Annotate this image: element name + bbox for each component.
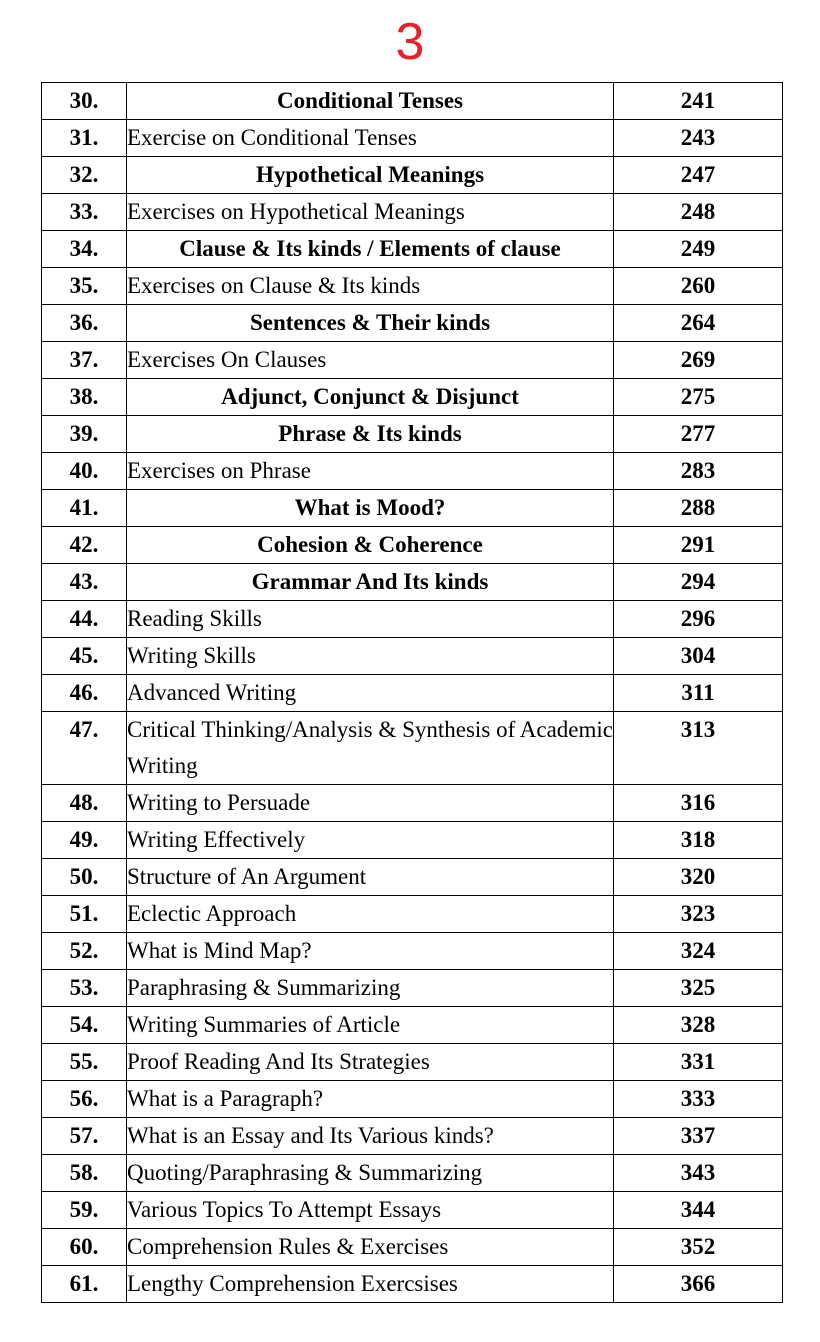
chapter-title: What is Mind Map?	[127, 933, 614, 970]
page-reference: 269	[614, 342, 783, 379]
chapter-number: 52.	[42, 933, 127, 970]
table-row	[42, 1081, 783, 1118]
page-number: 3	[395, 13, 425, 71]
chapter-number: 32.	[42, 157, 127, 194]
page-reference: 275	[614, 379, 783, 416]
chapter-title: Lengthy Comprehension Exercsises	[127, 1266, 614, 1303]
table-of-contents	[41, 82, 783, 1303]
table-row	[42, 564, 783, 601]
table-row	[42, 157, 783, 194]
table-row	[42, 785, 783, 822]
chapter-title: Exercises on Phrase	[127, 453, 614, 490]
chapter-number: 60.	[42, 1229, 127, 1266]
chapter-number: 35.	[42, 268, 127, 305]
chapter-number: 39.	[42, 416, 127, 453]
chapter-title: Exercises on Hypothetical Meanings	[127, 194, 614, 231]
table-row	[42, 1118, 783, 1155]
chapter-number: 34.	[42, 231, 127, 268]
table-row	[42, 896, 783, 933]
page-reference: 331	[614, 1044, 783, 1081]
page-reference: 366	[614, 1266, 783, 1303]
table-row	[42, 638, 783, 675]
page-reference: 248	[614, 194, 783, 231]
chapter-number: 58.	[42, 1155, 127, 1192]
chapter-number: 51.	[42, 896, 127, 933]
table-row	[42, 822, 783, 859]
page-reference: 324	[614, 933, 783, 970]
table-row	[42, 231, 783, 268]
table-row	[42, 712, 783, 785]
chapter-number: 37.	[42, 342, 127, 379]
chapter-number: 30.	[42, 83, 127, 120]
page-reference: 294	[614, 564, 783, 601]
chapter-number: 45.	[42, 638, 127, 675]
page-reference: 243	[614, 120, 783, 157]
table-row	[42, 1044, 783, 1081]
chapter-title: Cohesion & Coherence	[127, 527, 614, 564]
chapter-title: Grammar And Its kinds	[127, 564, 614, 601]
chapter-title: Writing to Persuade	[127, 785, 614, 822]
page-reference: 320	[614, 859, 783, 896]
page-reference: 260	[614, 268, 783, 305]
chapter-title: Critical Thinking/Analysis & Synthesis of Academic Writing	[127, 712, 614, 785]
page-reference: 344	[614, 1192, 783, 1229]
chapter-title: Advanced Writing	[127, 675, 614, 712]
chapter-title: What is Mood?	[127, 490, 614, 527]
chapter-title: Exercises On Clauses	[127, 342, 614, 379]
chapter-title: Proof Reading And Its Strategies	[127, 1044, 614, 1081]
chapter-title: Writing Skills	[127, 638, 614, 675]
table-row	[42, 1229, 783, 1266]
chapter-number: 38.	[42, 379, 127, 416]
table-row	[42, 120, 783, 157]
page-reference: 316	[614, 785, 783, 822]
page-reference: 277	[614, 416, 783, 453]
chapter-title: Paraphrasing & Summarizing	[127, 970, 614, 1007]
chapter-title: Conditional Tenses	[127, 83, 614, 120]
table-row	[42, 675, 783, 712]
chapter-number: 47.	[42, 712, 127, 785]
table-row	[42, 1007, 783, 1044]
chapter-title: Quoting/Paraphrasing & Summarizing	[127, 1155, 614, 1192]
table-row	[42, 416, 783, 453]
chapter-number: 55.	[42, 1044, 127, 1081]
table-row	[42, 305, 783, 342]
page-reference: 247	[614, 157, 783, 194]
table-row	[42, 1192, 783, 1229]
page-reference: 283	[614, 453, 783, 490]
chapter-number: 53.	[42, 970, 127, 1007]
chapter-number: 40.	[42, 453, 127, 490]
chapter-title: Eclectic Approach	[127, 896, 614, 933]
chapter-title: Writing Effectively	[127, 822, 614, 859]
table-row	[42, 268, 783, 305]
chapter-title: Exercise on Conditional Tenses	[127, 120, 614, 157]
toc-body	[42, 83, 783, 1303]
page-reference: 328	[614, 1007, 783, 1044]
page-reference: 352	[614, 1229, 783, 1266]
chapter-number: 50.	[42, 859, 127, 896]
page-reference: 304	[614, 638, 783, 675]
table-row	[42, 1266, 783, 1303]
table-row	[42, 933, 783, 970]
chapter-number: 46.	[42, 675, 127, 712]
chapter-number: 33.	[42, 194, 127, 231]
table-row	[42, 859, 783, 896]
chapter-title: Writing Summaries of Article	[127, 1007, 614, 1044]
chapter-title: Clause & Its kinds / Elements of clause	[127, 231, 614, 268]
chapter-title: Sentences & Their kinds	[127, 305, 614, 342]
table-row	[42, 342, 783, 379]
table-row	[42, 527, 783, 564]
page-reference: 291	[614, 527, 783, 564]
chapter-number: 43.	[42, 564, 127, 601]
chapter-title: Various Topics To Attempt Essays	[127, 1192, 614, 1229]
chapter-number: 36.	[42, 305, 127, 342]
table-row	[42, 490, 783, 527]
page-reference: 311	[614, 675, 783, 712]
table-row	[42, 970, 783, 1007]
chapter-title: What is a Paragraph?	[127, 1081, 614, 1118]
chapter-number: 61.	[42, 1266, 127, 1303]
page-reference: 296	[614, 601, 783, 638]
chapter-title: What is an Essay and Its Various kinds?	[127, 1118, 614, 1155]
chapter-number: 42.	[42, 527, 127, 564]
page-reference: 313	[614, 712, 783, 785]
chapter-title: Comprehension Rules & Exercises	[127, 1229, 614, 1266]
chapter-number: 31.	[42, 120, 127, 157]
chapter-title: Structure of An Argument	[127, 859, 614, 896]
chapter-title: Exercises on Clause & Its kinds	[127, 268, 614, 305]
table-row	[42, 83, 783, 120]
chapter-number: 48.	[42, 785, 127, 822]
chapter-number: 44.	[42, 601, 127, 638]
table-row	[42, 379, 783, 416]
chapter-number: 56.	[42, 1081, 127, 1118]
page-reference: 325	[614, 970, 783, 1007]
table-row	[42, 194, 783, 231]
page-reference: 264	[614, 305, 783, 342]
page-reference: 288	[614, 490, 783, 527]
chapter-number: 59.	[42, 1192, 127, 1229]
chapter-title: Hypothetical Meanings	[127, 157, 614, 194]
table-row	[42, 1155, 783, 1192]
table-row	[42, 453, 783, 490]
chapter-number: 57.	[42, 1118, 127, 1155]
page-reference: 323	[614, 896, 783, 933]
table-row	[42, 601, 783, 638]
page-reference: 333	[614, 1081, 783, 1118]
page-reference: 241	[614, 83, 783, 120]
page-reference: 343	[614, 1155, 783, 1192]
page-reference: 249	[614, 231, 783, 268]
page-reference: 337	[614, 1118, 783, 1155]
chapter-number: 49.	[42, 822, 127, 859]
chapter-title: Phrase & Its kinds	[127, 416, 614, 453]
page-reference: 318	[614, 822, 783, 859]
chapter-number: 54.	[42, 1007, 127, 1044]
chapter-number: 41.	[42, 490, 127, 527]
chapter-title: Adjunct, Conjunct & Disjunct	[127, 379, 614, 416]
chapter-title: Reading Skills	[127, 601, 614, 638]
